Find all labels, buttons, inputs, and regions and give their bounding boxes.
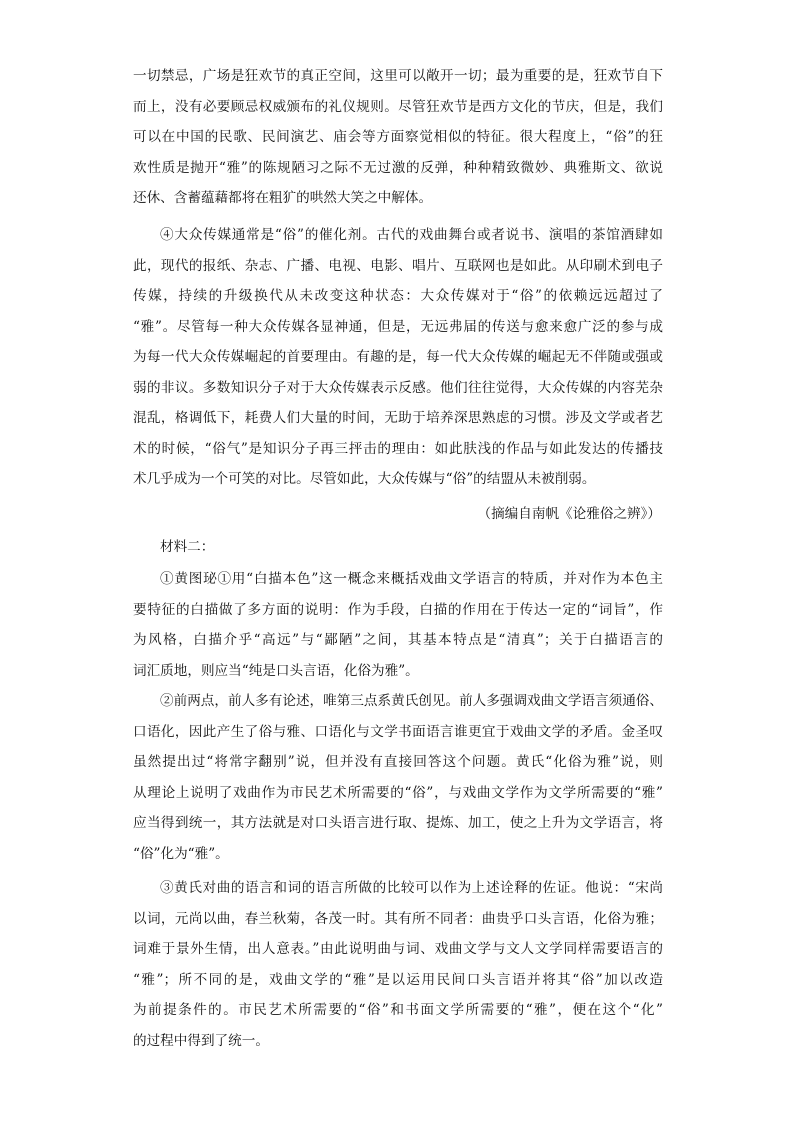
text-line: ①黄图珌①用“白描本色”这一概念来概括戏曲文学语言的特质，并对作为本色主	[160, 571, 663, 587]
text-line: 为每一代大众传媒崛起的首要理由。有趣的是，每一代大众传媒的崛起无不伴随或强或	[133, 349, 663, 365]
text-line: 虽然提出过“将常字翻别”说，但并没有直接回答这个问题。黄氏“化俗为雅”说，则	[133, 754, 663, 770]
paragraph-carnival	[133, 61, 663, 214]
text-line: 一切禁忌，广场是狂欢节的真正空间，这里可以敞开一切；最为重要的是，狂欢节自下	[133, 68, 663, 84]
text-line: ④大众传媒通常是“俗”的催化剂。古代的戏曲舞台或者说书、演唱的茶馆酒肆如	[160, 227, 663, 243]
text-line: 口语化，因此产生了俗与雅、口语化与文学书面语言谁更宜于戏曲文学的矛盾。金圣叹	[133, 723, 663, 740]
text-line: 要特征的白描做了多方面的说明：作为手段，白描的作用在于传达一定的“词旨”，作	[133, 601, 663, 618]
text-line: 传媒，持续的升级换代从未改变这种状态：大众传媒对于“俗”的依赖远远超过了	[133, 288, 663, 304]
text-line: “雅”。尽管每一种大众传媒各显神通，但是，无远弗届的传送与愈来愈广泛的参与成	[133, 318, 663, 335]
text-line: 混乱，格调低下，耗费人们大量的时间，无助于培养深思熟虑的习惯。涉及文学或者艺	[133, 410, 663, 426]
text-line: 应当得到统一，其方法就是对口头语言进行取、提炼、加工，使之上升为文学语言，将	[133, 815, 663, 831]
text-line: 还休、含蓄蕴藉都将在粗犷的哄然大笑之中解体。	[133, 190, 433, 206]
text-line: 此，现代的报纸、杂志、广播、电视、电影、唱片、互联网也是如此。从印刷术到电子	[133, 257, 663, 274]
source-attribution-block	[133, 499, 663, 530]
text-line: 欢性质是抛开“雅”的陈规陋习之际不无过激的反弹，种种精致微妙、典雅斯文、欲说	[133, 159, 663, 176]
text-line: “雅”；所不同的是，戏曲文学的“雅”是以运用民间口头言语并将其“俗”加以改造	[133, 971, 663, 988]
text-line: 而上，没有必要顾忌权威颁布的礼仪规则。尽管狂欢节是西方文化的节庆，但是，我们	[133, 98, 663, 115]
source-attribution: （摘编自南帆《论雅俗之辨》）	[477, 506, 661, 522]
paragraph-huang-2	[133, 686, 663, 869]
text-line: 为风格，白描介乎“高远”与“鄙陋”之间，其基本特点是“清真”；关于白描语言的	[133, 632, 663, 648]
text-line: 的过程中得到了统一。	[133, 1032, 269, 1049]
text-line: ③黄氏对曲的语言和词的语言所做的比较可以作为上述诠释的佐证。他说：“宋尚	[160, 880, 663, 896]
text-line: 弱的非议。多数知识分子对于大众传媒表示反感。他们往往觉得，大众传媒的内容芜杂	[133, 379, 663, 396]
material-heading-block	[133, 532, 663, 563]
text-line: 以词，元尚以曲，春兰秋菊，各茂一时。其有所不同者：曲贵乎口头言语，化俗为雅；	[133, 910, 663, 927]
text-line: “俗”化为“雅”。	[133, 845, 229, 862]
text-line: 词难于景外生情，出人意表。”由此说明曲与词、戏曲文学与文人文学同样需要语言的	[133, 941, 663, 957]
text-line: 可以在中国的民歌、民间演艺、庙会等方面察觉相似的特征。很大程度上，“俗”的狂	[133, 129, 663, 145]
text-line: 词汇质地，则应当“纯是口头言语，化俗为雅”。	[133, 662, 419, 679]
paragraph-mass-media	[133, 220, 663, 495]
material-heading: 材料二：	[160, 539, 215, 555]
text-line: 为前提条件的。市民艺术所需要的“俗”和书面文学所需要的“雅”，便在这个“化”	[133, 1002, 663, 1018]
text-line: 术的时候，“俗气”是知识分子再三抨击的理由：如此肤浅的作品与如此发达的传播技	[133, 440, 663, 457]
text-line: 术几乎成为一个可笑的对比。尽管如此，大众传媒与“俗”的结盟从未被削弱。	[133, 471, 596, 487]
text-line: 从理论上说明了戏曲作为市民艺术所需要的“俗”，与戏曲文学作为文学所需要的“雅”	[133, 784, 663, 801]
paragraph-huang-1	[133, 564, 663, 686]
text-line: ②前两点，前人多有论述，唯第三点系黄氏创见。前人多强调戏曲文学语言须通俗、	[160, 693, 663, 709]
paragraph-huang-3	[133, 873, 663, 1056]
